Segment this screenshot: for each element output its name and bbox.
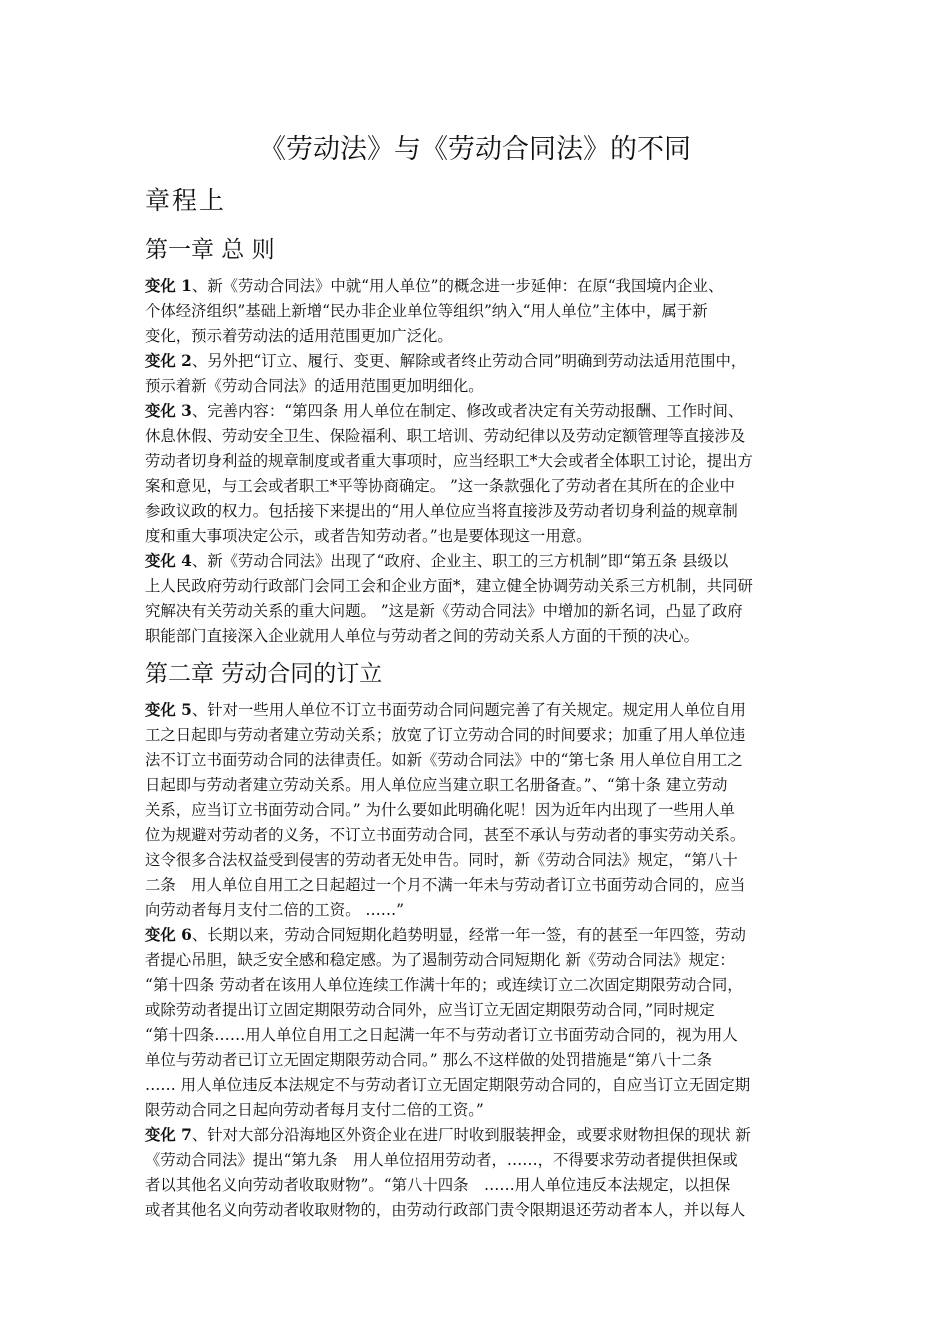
line-text: 个体经济组织”基础上新增“民办非企业单位等组织”纳入“用人单位”主体中，属于新: [145, 302, 708, 320]
line-text: 位为规避对劳动者的义务，不订立书面劳动合同，甚至不承认与劳动者的事实劳动关系。: [145, 826, 746, 844]
text-line: [145, 1023, 810, 1048]
line-text: 或除劳动者提出订立固定期限劳动合同外，应当订立无固定期限劳动合同，”同时规定: [145, 1001, 715, 1019]
line-text: 二条 用人单位自用工之日起超过一个月不满一年未与劳动者订立书面劳动合同的，应当: [145, 876, 746, 894]
text-line: [145, 574, 810, 599]
line-text: 度和重大事项决定公示，或者告知劳动者。”也是要体现这一用意。: [145, 527, 592, 545]
text-line: [145, 1073, 810, 1098]
text-line: [145, 449, 810, 474]
line-text: “第十四条……用人单位自用工之日起满一年不与劳动者订立书面劳动合同的，视为用人: [145, 1026, 738, 1044]
text-line: [145, 374, 810, 399]
line-text: 《劳动合同法》提出“第九条 用人单位招用劳动者，……，不得要求劳动者提供担保或: [145, 1151, 738, 1169]
line-text: 、新《劳动合同法》中就“用人单位”的概念进一步延伸：在原“我国境内企业、: [191, 277, 724, 295]
line-text: 单位与劳动者已订立无固定期限劳动合同。” 那么不这样做的处罚措施是“第八十二条: [145, 1051, 712, 1069]
text-line: [145, 1198, 810, 1223]
text-line: [145, 1123, 810, 1148]
chapter-body: [145, 698, 810, 1223]
text-line: [145, 1148, 810, 1173]
text-line: [145, 923, 810, 948]
line-text: 、针对大部分沿海地区外资企业在进厂时收到服装押金，或要求财物担保的现状 新: [191, 1126, 751, 1144]
text-line: [145, 599, 810, 624]
text-line: [145, 798, 810, 823]
line-text: 或者其他名义向劳动者收取财物的，由劳动行政部门责令限期退还劳动者本人，并以每人: [145, 1201, 746, 1219]
text-line: [145, 948, 810, 973]
line-text: 、新《劳动合同法》出现了“政府、企业主、职工的三方机制”即“第五条 县级以: [191, 552, 729, 570]
line-text: 职能部门直接深入企业就用人单位与劳动者之间的劳动关系人方面的干预的决心。: [145, 627, 700, 645]
text-line: [145, 549, 810, 574]
line-text: 、长期以来，劳动合同短期化趋势明显，经常一年一签，有的甚至一年四签，劳动: [191, 926, 746, 944]
line-text: …… 用人单位违反本法规定不与劳动者订立无固定期限劳动合同的，自应当订立无固定期: [145, 1076, 751, 1094]
text-line: [145, 973, 810, 998]
section-heading: 章程上: [145, 186, 227, 215]
text-line: [145, 1098, 810, 1123]
text-line: [145, 474, 810, 499]
text-line: [145, 773, 810, 798]
change-label: 变化 3: [145, 402, 192, 420]
line-text: 劳动者切身利益的规章制度或者重大事项时，应当经职工*大会或者全体职工讨论，提出方: [145, 452, 753, 470]
change-label: 变化 2: [145, 352, 192, 370]
text-line: [145, 748, 810, 773]
line-text: 者以其他名义向劳动者收取财物”。“第八十四条 ……用人单位违反本法规定，以担保: [145, 1176, 731, 1194]
line-text: 变化，预示着劳动法的适用范围更加广泛化。: [145, 327, 453, 345]
text-line: [145, 698, 810, 723]
text-line: [145, 873, 810, 898]
text-line: [145, 1173, 810, 1198]
text-line: [145, 349, 810, 374]
text-line: [145, 399, 810, 424]
line-text: 、完善内容：“第四条 用人单位在制定、修改或者决定有关劳动报酬、工作时间、: [191, 402, 744, 420]
text-line: [145, 898, 810, 923]
line-text: 案和意见，与工会或者职工*平等协商确定。 ”这一条款强化了劳动者在其所在的企业中: [145, 477, 735, 495]
line-text: 限劳动合同之日起向劳动者每月支付二倍的工资。”: [145, 1101, 484, 1119]
chapter-heading: 第二章 劳动合同的订立: [145, 661, 383, 687]
change-label: 变化 1: [145, 277, 192, 295]
chapter-heading: 第一章 总 则: [145, 237, 275, 263]
text-line: [145, 998, 810, 1023]
chapter-body: [145, 274, 810, 649]
line-text: 上人民政府劳动行政部门会同工会和企业方面*，建立健全协调劳动关系三方机制，共同研: [145, 577, 753, 595]
line-text: 究解决有关劳动关系的重大问题。 ”这是新《劳动合同法》中增加的新名词，凸显了政府: [145, 602, 743, 620]
line-text: 这令很多合法权益受到侵害的劳动者无处申告。同时，新《劳动合同法》规定，“第八十: [145, 851, 738, 869]
text-line: [145, 848, 810, 873]
line-text: 关系，应当订立书面劳动合同。” 为什么要如此明确化呢！因为近年内出现了一些用人单: [145, 801, 735, 819]
line-text: 者提心吊胆，缺乏安全感和稳定感。为了遏制劳动合同短期化 新《劳动合同法》规定：: [145, 951, 735, 969]
line-text: 休息休假、劳动安全卫生、保险福利、职工培训、劳动纪律以及劳动定额管理等直接涉及: [145, 427, 746, 445]
change-label: 变化 7: [145, 1126, 192, 1144]
line-text: 法不订立书面劳动合同的法律责任。如新《劳动合同法》中的“第七条 用人单位自用工之: [145, 751, 743, 769]
line-text: 预示着新《劳动合同法》的适用范围更加明细化。: [145, 377, 484, 395]
line-text: 日起即与劳动者建立劳动关系。用人单位应当建立职工名册备查。”、“第十条 建立劳动: [145, 776, 728, 794]
line-text: “第十四条 劳动者在该用人单位连续工作满十年的；或连续订立二次固定期限劳动合同，: [145, 976, 743, 994]
line-text: 、针对一些用人单位不订立书面劳动合同问题完善了有关规定。规定用人单位自用: [191, 701, 746, 719]
text-line: [145, 499, 810, 524]
document-title: 《劳动法》与《劳动合同法》的不同: [259, 134, 691, 165]
change-label: 变化 5: [145, 701, 192, 719]
change-label: 变化 6: [145, 926, 192, 944]
text-line: [145, 324, 810, 349]
text-line: [145, 823, 810, 848]
text-line: [145, 274, 810, 299]
text-line: [145, 524, 810, 549]
line-text: 工之日起即与劳动者建立劳动关系；放宽了订立劳动合同的时间要求；加重了用人单位违: [145, 726, 746, 744]
line-text: 向劳动者每月支付二倍的工资。 ……”: [145, 901, 405, 919]
text-line: [145, 723, 810, 748]
line-text: 、另外把“订立、履行、变更、解除或者终止劳动合同”明确到劳动法适用范围中，: [191, 352, 747, 370]
text-line: [145, 624, 810, 649]
text-line: [145, 424, 810, 449]
text-line: [145, 299, 810, 324]
change-label: 变化 4: [145, 552, 192, 570]
line-text: 参政议政的权力。包括接下来提出的“用人单位应当将直接涉及劳动者切身利益的规章制: [145, 502, 738, 520]
text-line: [145, 1048, 810, 1073]
